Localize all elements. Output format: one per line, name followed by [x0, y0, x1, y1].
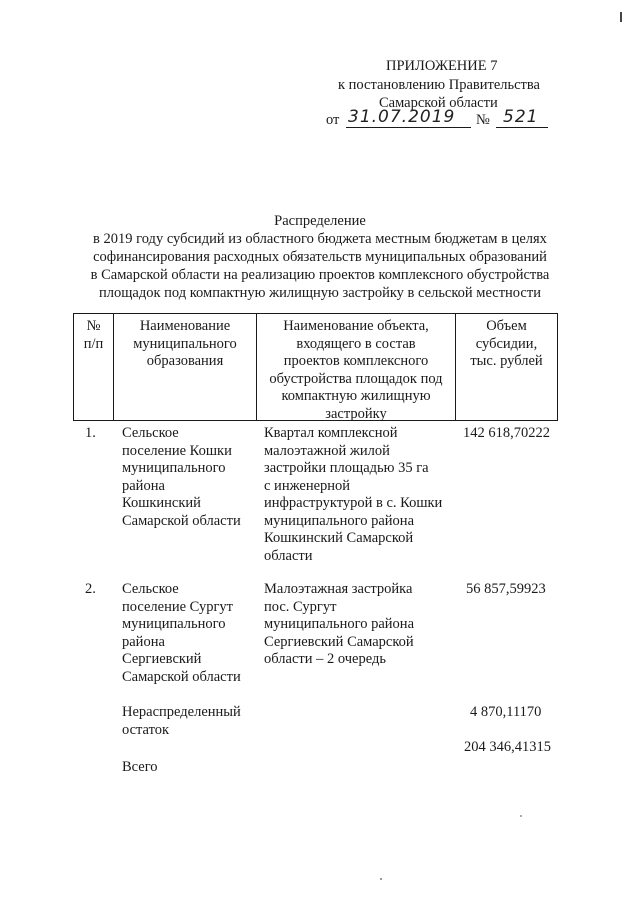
header-municipality: Наименование муниципального образования: [133, 318, 237, 369]
total-label: Всего: [122, 759, 158, 775]
date-underline: [346, 127, 471, 128]
table-col-border-4: [557, 313, 558, 421]
date-prefix: от: [326, 112, 340, 128]
row-num: 2.: [85, 581, 96, 597]
row-object: Малоэтажная застройка пос. Сургут муниципального района Сергиевский Самарской области – 2 очередь: [264, 581, 414, 667]
unallocated-amount: 4 870,11170: [470, 704, 542, 720]
doc-subtitle-line-3: в Самарской области на реализацию проектов комплексного обустройства: [90, 267, 550, 283]
region-line: Самарской области: [379, 95, 498, 111]
resolution-line: к постановлению Правительства: [338, 77, 540, 93]
table-top-border: [73, 313, 558, 314]
date-number-line: [326, 107, 556, 129]
appendix-title: ПРИЛОЖЕНИЕ 7: [386, 58, 498, 74]
doc-subtitle-line-4: площадок под компактную жилищную застройку в сельской местности: [99, 285, 541, 301]
scan-speck: [520, 815, 522, 817]
unallocated-label: Нераспределенный остаток: [122, 704, 241, 738]
row-object: Квартал комплексной малоэтажной жилой застройки площадью 35 га с инженерной инфраструктурой в с. Кошки муниципального района Кошкинский Самарской области: [264, 425, 443, 564]
header-num: № п/п: [83, 318, 104, 352]
date-handwritten: 31.07.2019: [348, 107, 456, 127]
doc-title: Распределение: [274, 213, 366, 229]
row-num: 1.: [85, 425, 96, 441]
scan-speck: [380, 878, 382, 880]
row-amount: 56 857,59923: [466, 581, 546, 597]
row-municipality: Сельское поселение Кошки муниципального района Кошкинский Самарской области: [122, 425, 241, 529]
scan-speck: [620, 12, 622, 22]
number-prefix: №: [476, 112, 490, 128]
row-amount: 142 618,70222: [463, 425, 550, 441]
header-object: Наименование объекта, входящего в состав проектов комплексного обустройства площадок под компактную жилищную застройку: [269, 318, 443, 422]
total-amount: 204 346,41315: [464, 739, 551, 755]
row-municipality: Сельское поселение Сургут муниципального района Сергиевский Самарской области: [122, 581, 241, 685]
doc-subtitle-line-2: софинансирования расходных обязательств муниципальных образований: [93, 249, 547, 265]
number-handwritten: 521: [503, 107, 539, 127]
number-underline: [496, 127, 548, 128]
doc-subtitle-line-1: в 2019 году субсидий из областного бюджета местным бюджетам в целях: [93, 231, 547, 247]
header-amount: Объем субсидии, тыс. рублей: [470, 318, 543, 369]
